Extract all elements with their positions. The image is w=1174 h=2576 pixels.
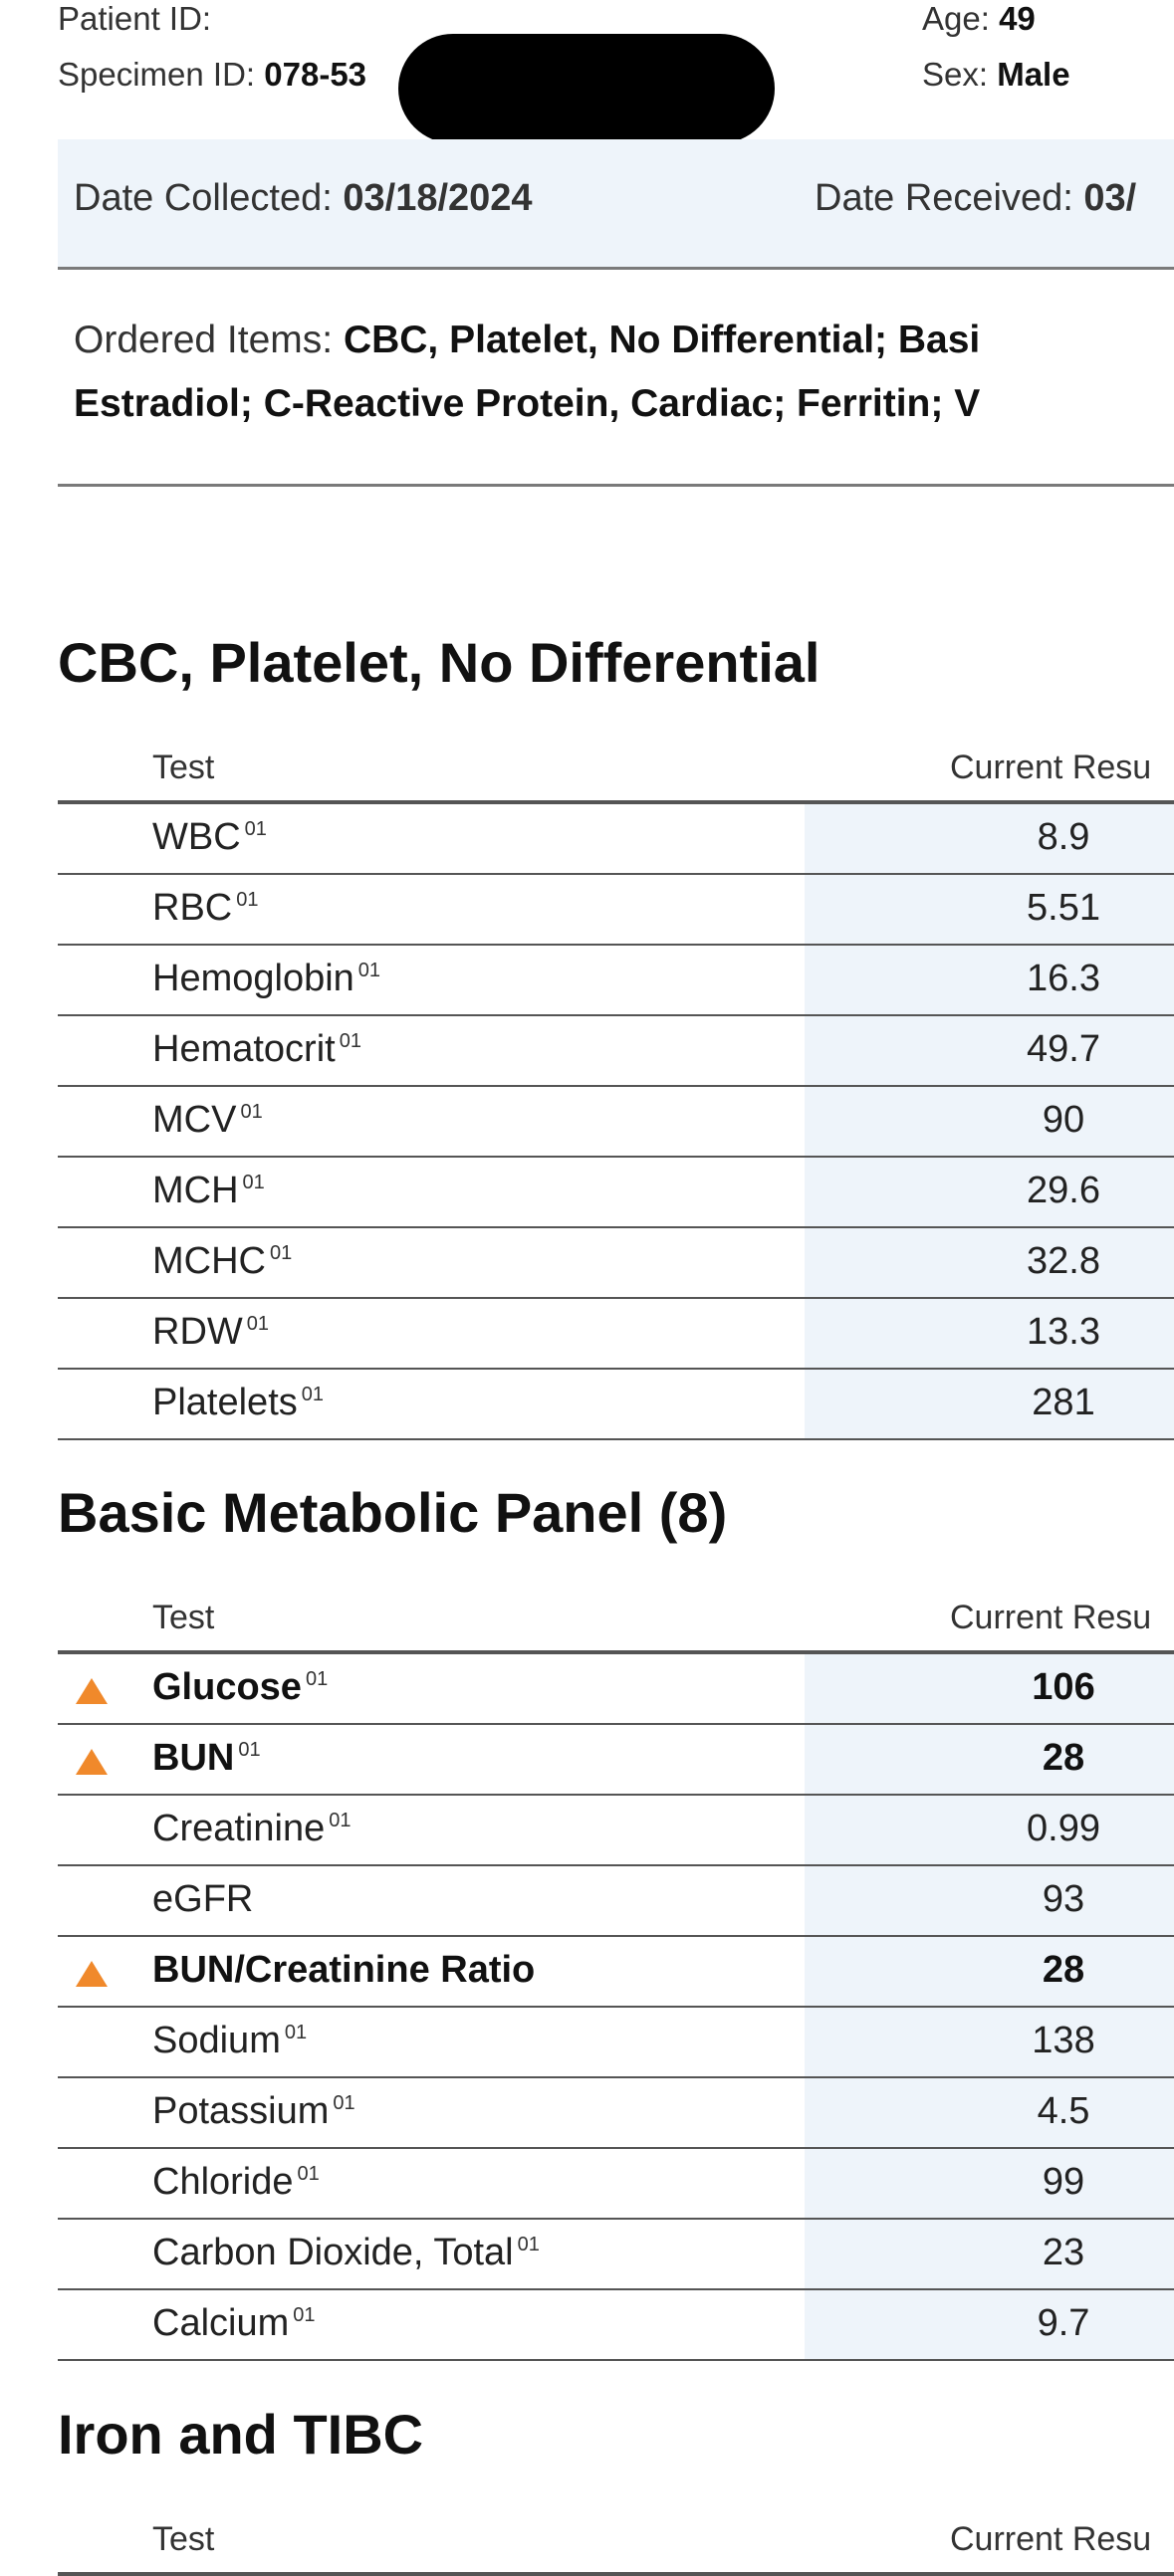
lab-footnote-marker: 01	[238, 1739, 261, 1761]
test-name: Carbon Dioxide, Total $^{01}$	[152, 2232, 540, 2273]
table-row	[58, 2149, 1174, 2220]
current-result-value: 29.6	[1027, 1170, 1100, 1211]
test-name: RDW $^{01}$	[152, 1311, 270, 1353]
table-row	[58, 946, 1174, 1016]
table-row	[58, 2220, 1174, 2290]
column-header-current-result: Current Resu	[950, 2520, 1152, 2558]
specimen-id-value: 078-53	[264, 56, 367, 93]
lab-footnote-marker: 01	[301, 1384, 324, 1405]
lab-footnote-marker: 01	[284, 2022, 308, 2043]
test-name: Platelets $^{01}$	[152, 1382, 324, 1423]
table-row	[58, 1228, 1174, 1299]
test-name: Sodium $^{01}$	[152, 2020, 308, 2061]
table-row	[58, 2008, 1174, 2078]
test-name: MCV $^{01}$	[152, 1099, 263, 1141]
current-result-value: 106	[1032, 1666, 1095, 1708]
dates-band	[58, 139, 1174, 270]
table-row	[58, 1937, 1174, 2008]
section-title-iron-tibc: Iron and TIBC	[58, 2403, 424, 2466]
results-table-iron-tibc	[58, 2506, 1174, 2576]
table-row	[58, 875, 1174, 946]
age-value: 49	[999, 0, 1036, 37]
table-row	[58, 1158, 1174, 1228]
test-name: Calcium $^{01}$	[152, 2302, 316, 2344]
test-name: Creatinine $^{01}$	[152, 1808, 352, 1849]
current-result-value: 49.7	[1027, 1028, 1100, 1070]
table-row	[58, 1725, 1174, 1796]
ordered-items	[58, 269, 1174, 487]
patient-id-label: Patient ID:	[58, 0, 212, 37]
table-row	[58, 1087, 1174, 1158]
sex-value: Male	[997, 56, 1070, 93]
section-title-cbc: CBC, Platelet, No Differential	[58, 631, 821, 694]
section-title-bmp: Basic Metabolic Panel (8)	[58, 1481, 728, 1544]
column-header-current-result: Current Resu	[950, 749, 1152, 786]
test-name: BUN $^{01}$	[152, 1737, 261, 1779]
lab-footnote-marker: 01	[305, 1668, 329, 1690]
lab-footnote-marker: 01	[357, 960, 381, 981]
test-name: Chloride $^{01}$	[152, 2161, 320, 2203]
lab-footnote-marker: 01	[297, 2163, 320, 2185]
current-result-value: 28	[1042, 1737, 1085, 1779]
current-result-value: 23	[1042, 2232, 1085, 2273]
test-name: MCH $^{01}$	[152, 1170, 265, 1211]
current-result-value: 90	[1042, 1099, 1085, 1141]
table-row	[58, 2078, 1174, 2149]
current-result-value: 281	[1032, 1382, 1095, 1423]
lab-footnote-marker: 01	[293, 2304, 316, 2326]
current-result-value: 13.3	[1027, 1311, 1100, 1353]
lab-footnote-marker: 01	[329, 1810, 352, 1831]
high-flag-icon	[76, 1961, 108, 1987]
high-flag-icon	[76, 1749, 108, 1775]
current-result-value: 0.99	[1027, 1808, 1100, 1849]
table-row	[58, 2290, 1174, 2361]
current-result-value: 5.51	[1027, 887, 1100, 929]
test-name: WBC $^{01}$	[152, 816, 267, 858]
high-flag-icon	[76, 1678, 108, 1704]
test-name: Glucose $^{01}$	[152, 1666, 329, 1708]
test-name: Potassium $^{01}$	[152, 2090, 355, 2132]
table-row	[58, 1299, 1174, 1370]
test-name: BUN/Creatinine Ratio	[152, 1949, 536, 1991]
table-header	[58, 2506, 1174, 2576]
specimen-id: Specimen ID: 078-53	[58, 56, 367, 93]
lab-footnote-marker: 01	[244, 818, 267, 840]
table-row	[58, 1866, 1174, 1937]
results-table-bmp	[58, 1585, 1174, 2361]
age: Age: 49	[922, 0, 1036, 37]
column-header-test: Test	[152, 2520, 215, 2558]
current-result-value: 16.3	[1027, 958, 1100, 999]
sex: Sex: Male	[922, 56, 1070, 93]
lab-footnote-marker: 01	[246, 1313, 270, 1335]
table-header	[58, 735, 1174, 804]
current-result-value: 138	[1032, 2020, 1095, 2061]
table-row	[58, 804, 1174, 875]
column-header-test: Test	[152, 1599, 215, 1636]
test-name: Hematocrit $^{01}$	[152, 1028, 361, 1070]
current-result-value: 8.9	[1037, 816, 1090, 858]
lab-footnote-marker: 01	[242, 1172, 265, 1193]
test-name: Hemoglobin $^{01}$	[152, 958, 381, 999]
lab-footnote-marker: 01	[517, 2234, 540, 2255]
date-collected: Date Collected: 03/18/2024	[74, 177, 533, 219]
current-result-value: 32.8	[1027, 1240, 1100, 1282]
redaction-bar	[398, 34, 775, 143]
lab-footnote-marker: 01	[240, 1101, 263, 1123]
ordered-items-line-1: Ordered Items: CBC, Platelet, No Differential; Basi	[74, 319, 981, 361]
table-row	[58, 1370, 1174, 1440]
column-header-test: Test	[152, 749, 215, 786]
lab-footnote-marker: 01	[333, 2092, 355, 2114]
date-received: Date Received: 03/	[815, 177, 1137, 219]
table-row	[58, 1654, 1174, 1725]
lab-footnote-marker: 01	[236, 889, 259, 911]
current-result-value: 4.5	[1037, 2090, 1090, 2132]
date-received-value: 03/	[1083, 177, 1137, 219]
table-row	[58, 1016, 1174, 1087]
table-header	[58, 1585, 1174, 1654]
current-result-value: 93	[1042, 1878, 1085, 1920]
current-result-value: 28	[1042, 1949, 1085, 1991]
date-collected-value: 03/18/2024	[343, 177, 533, 219]
test-name: eGFR	[152, 1878, 254, 1920]
test-name: RBC $^{01}$	[152, 887, 259, 929]
column-header-current-result: Current Resu	[950, 1599, 1152, 1636]
ordered-items-line-2: Estradiol; C-Reactive Protein, Cardiac; Ferritin; V	[74, 382, 981, 425]
current-result-value: 9.7	[1037, 2302, 1090, 2344]
current-result-value: 99	[1042, 2161, 1085, 2203]
test-name: MCHC $^{01}$	[152, 1240, 293, 1282]
table-row	[58, 1796, 1174, 1866]
results-table-cbc	[58, 735, 1174, 1440]
lab-footnote-marker: 01	[339, 1030, 361, 1052]
lab-footnote-marker: 01	[269, 1242, 293, 1264]
